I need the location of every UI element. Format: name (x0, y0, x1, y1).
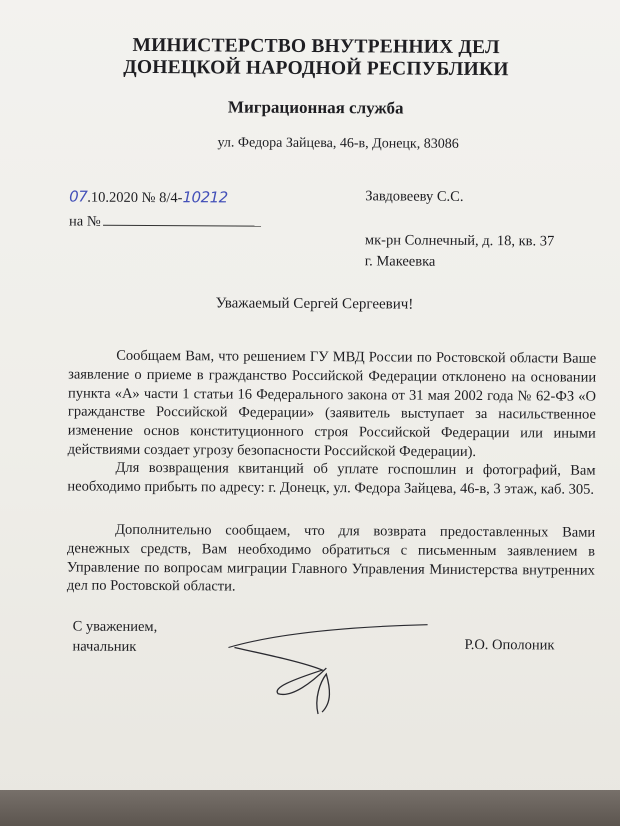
handwritten-signature (222, 617, 443, 718)
reference-blank (103, 211, 261, 227)
greeting: Уважаемый Сергей Сергеевич! (215, 295, 414, 313)
signatory-name: Р.О. Ополоник (464, 636, 555, 654)
table-surface (0, 790, 620, 826)
body-paragraph-3: Дополнительно сообщаем, что для возврата предоставленных Вами денежных средств, Вам необходимо обратиться с письменным заявлением в Управление по вопросам миграции Главного Управления Министерства внутренних дел по Ростовской области. (66, 521, 596, 595)
body-paragraph-2: Для возвращения квитанций об уплате госпошлин и фотографий, Вам необходимо прибыть по адресу: г. Донецк, ул. Федора Зайцева, 46-в, 3 этаж, каб. 305. (67, 459, 596, 498)
ministry-title-line2: ДОНЕЦКОЙ НАРОДНОЙ РЕСПУБЛИКИ (123, 56, 509, 81)
signature-position: начальник (72, 638, 137, 655)
recipient-address-line2: г. Макеевка (364, 253, 436, 270)
body-paragraph-1: Сообщаем Вам, что решением ГУ МВД России по Ростовской области Ваше заявление о приеме в гражданство Российской Федерации отклонено на основании пункта «А» части 1 статьи 16 Федерального закона от 31 мая 2002 года № 62-ФЗ «О гражданстве Российской Федерации» (заявитель выступает за насильственное изменение основ конституционного строя Российской Федерации или иными действиями создает угрозу безопасности Российской Федерации). (67, 347, 597, 460)
service-title: Миграционная служба (227, 97, 404, 118)
reference-line (69, 211, 261, 232)
ministry-title-line1: МИНИСТЕРСТВО ВНУТРЕННИХ ДЕЛ (132, 34, 500, 59)
recipient-address-line1: мк-рн Солнечный, д. 18, кв. 37 (364, 232, 555, 250)
reference-label: на № (69, 213, 101, 230)
sender-address: ул. Федора Зайцева, 46-в, Донецк, 83086 (217, 135, 459, 152)
handwritten-day: 07 (69, 187, 88, 206)
handwritten-number: 10212 (182, 188, 228, 207)
recipient-name: Завдовееву С.С. (365, 188, 464, 205)
printed-date: .10.2020 № 8/4- (87, 189, 183, 207)
letter-date-number (69, 188, 228, 208)
signature-closing: С уважением, (72, 618, 158, 636)
